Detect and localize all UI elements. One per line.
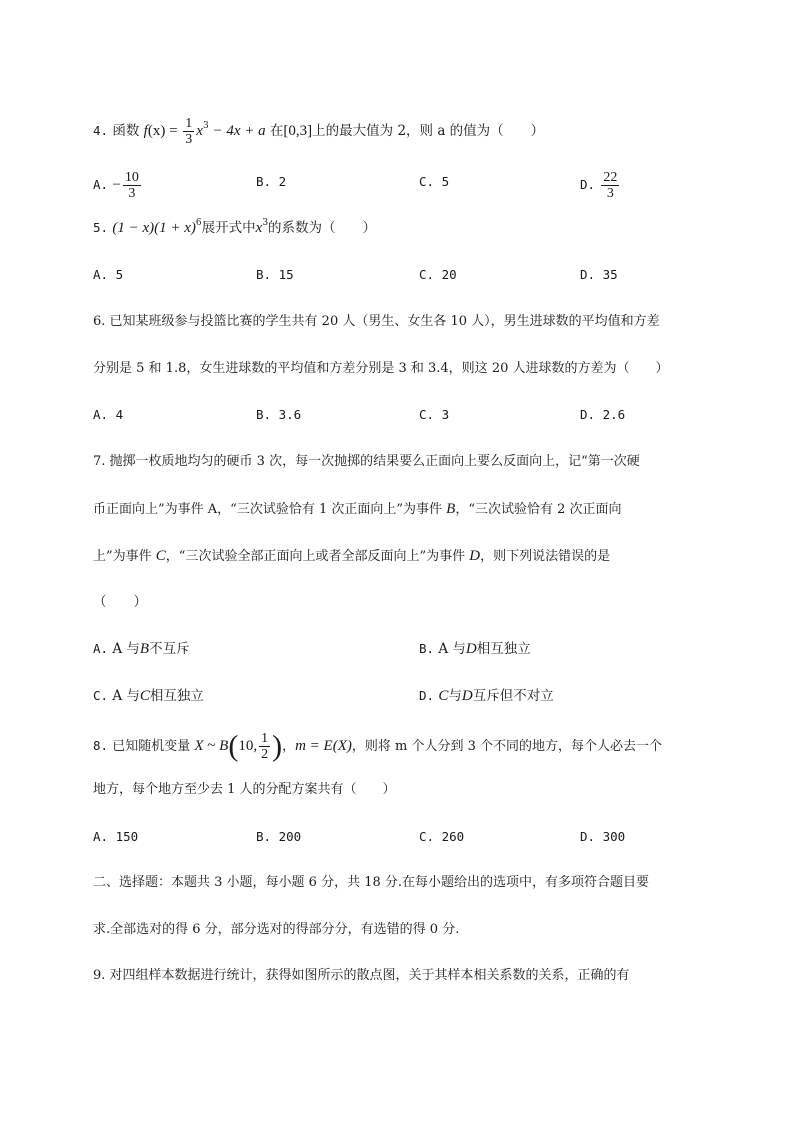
q7-option-a[interactable]: A. A 与B不互斥	[93, 641, 190, 657]
q8-option-c[interactable]: C. 260	[419, 829, 465, 844]
q7-option-d[interactable]: D. C与D互斥但不对立	[419, 688, 554, 704]
q6-option-c[interactable]: C. 3	[419, 407, 450, 422]
q8-option-d[interactable]: D. 300	[580, 829, 626, 844]
q4-option-b[interactable]: B. 2	[256, 174, 287, 189]
q8-option-a[interactable]: A. 150	[93, 829, 139, 844]
q7-line-4: （ ）	[93, 594, 147, 610]
q6-option-a[interactable]: A. 4	[93, 407, 124, 422]
q4-option-c[interactable]: C. 5	[419, 174, 450, 189]
section-2-instructions: 求.全部选对的得 6 分，部分选对的得部分分，有选错的得 0 分.	[93, 922, 460, 937]
q6-option-d[interactable]: D. 2.6	[580, 407, 626, 422]
q5-option-b[interactable]: B. 15	[256, 267, 294, 282]
q8-stem: 8. 已知随机变量 X ~ B(10, $\frac{1}{2}$ )，m = E(X)，则将 m 个人分到 3 个不同的地方，每个人必去一个	[93, 729, 663, 763]
q7-line-2: 币正面向上”为事件 A，“三次试验恰有 1 次正面向上”为事件 B，“三次试验恰有 2 次正面向	[93, 501, 622, 517]
q4-option-d[interactable]: D. $\frac{22}{3}$	[580, 170, 618, 201]
section-2-heading: 二、选择题：本题共 3 小题，每小题 6 分，共 18 分.在每小题给出的选项中，有多项符合题目要	[93, 875, 650, 890]
q7-option-c[interactable]: C. A 与C相互独立	[93, 688, 204, 704]
q5-stem: 5. $(1 - x)(1 + x)^6$展开式中$x^3$的系数为（ ）	[93, 218, 377, 236]
q8-option-b[interactable]: B. 200	[256, 829, 302, 844]
q6-line-1: 6. 已知某班级参与投篮比赛的学生共有 20 人（男生、女生各 10 人），男生进球数的平均值和方差	[93, 314, 660, 329]
q6-option-b[interactable]: B. 3.6	[256, 407, 302, 422]
q6-line-2: 分别是 5 和 1.8，女生进球数的平均值和方差分别是 3 和 3.4，则这 20 人进球数的方差为（ ）	[93, 361, 669, 376]
q4-fraction: $\frac{1}{3}$	[185, 116, 193, 147]
q4-stem: 4. 函数 f(x) = $\frac{1}{3}$ $x^3 - 4x + a$ 在[0,3]上的最大值为 2，则 a 的值为（ ）	[93, 116, 545, 147]
q5-option-d[interactable]: D. 35	[580, 267, 618, 282]
q9-stem: 9. 对四组样本数据进行统计，获得如图所示的散点图，关于其样本相关系数的关系，正确的有	[93, 968, 630, 983]
q7-line-3: 上”为事件 C，“三次试验全部正面向上或者全部反面向上”为事件 D，则下列说法错误的是	[93, 548, 611, 564]
q5-option-a[interactable]: A. 5	[93, 267, 124, 282]
q4-option-a[interactable]: A. − $\frac{10}{3}$	[93, 170, 139, 201]
q7-line-1: 7. 抛掷一枚质地均匀的硬币 3 次，每一次抛掷的结果要么正面向上要么反面向上，记“第一次硬	[93, 454, 640, 469]
q8-line-2: 地方，每个地方至少去 1 人的分配方案共有（ ）	[93, 782, 396, 797]
q7-option-b[interactable]: B. A 与D相互独立	[419, 641, 531, 657]
q5-option-c[interactable]: C. 20	[419, 267, 457, 282]
